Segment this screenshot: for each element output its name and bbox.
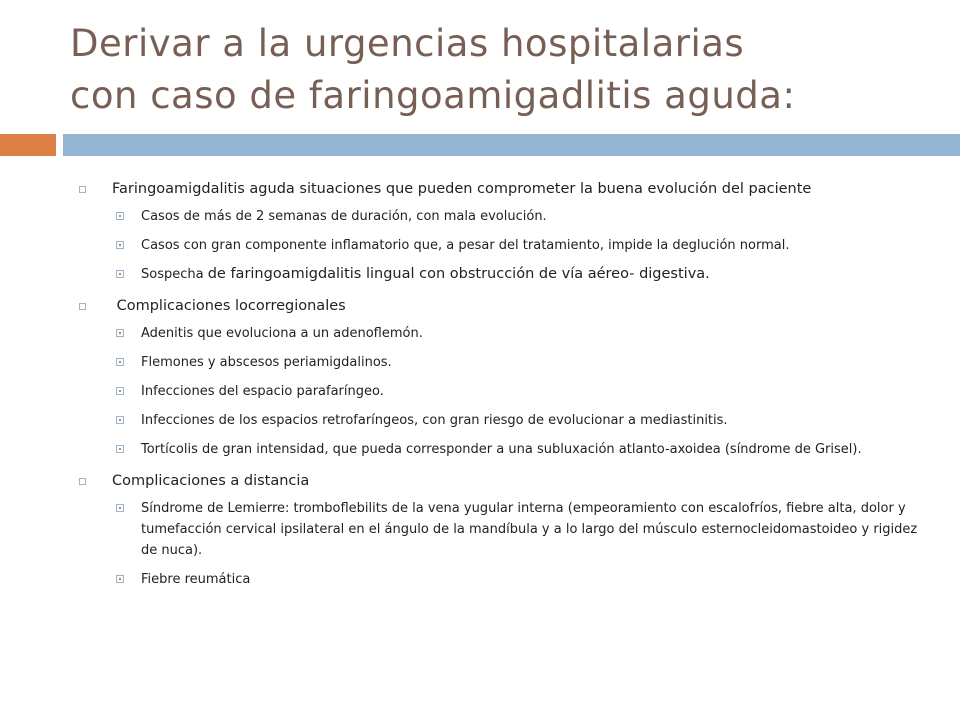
square-bullet-icon xyxy=(116,575,124,583)
sub-bullet-text: Flemones y abscesos periamigdalinos. xyxy=(141,355,392,370)
sub-bullet xyxy=(78,439,928,460)
sub-bullet-text: Casos de más de 2 semanas de duración, con mala evolución. xyxy=(141,209,547,224)
sub-bullet xyxy=(78,498,928,561)
sub-bullet-text: Infecciones de los espacios retrofaríngeos, con gran riesgo de evolucionar a mediastinitis. xyxy=(141,413,728,428)
title-line-1: Derivar a la urgencias hospitalarias xyxy=(70,22,745,65)
sub-bullet-text: Fiebre reumática xyxy=(141,572,251,587)
sub-bullet-text-a: Sospecha xyxy=(141,267,208,282)
square-bullet-icon xyxy=(79,303,86,310)
bullet-faringoamigdalitis xyxy=(78,178,928,201)
sub-bullet-text: Síndrome de Lemierre: tromboflebilits de la vena yugular interna (empeoramiento con escalofríos, fiebre alta, dolor y tumefacción cervical ipsilateral en el ángulo de la mandíbula y a lo largo del músculo esternocleidomastoideo y rigidez de nuca). xyxy=(141,501,918,558)
sub-bullet-text: Tortícolis de gran intensidad, que pueda corresponder a una subluxación atlanto-axoidea (síndrome de Grisel). xyxy=(141,442,862,457)
title-rule-blue xyxy=(63,134,960,156)
sub-bullet xyxy=(78,235,928,256)
square-bullet-icon xyxy=(116,329,124,337)
title-line-2: con caso de faringoamigadlitis aguda: xyxy=(70,74,796,117)
sub-bullet-text-b: de faringoamigdalitis lingual con obstrucción de vía aéreo- digestiva. xyxy=(207,266,710,282)
sub-bullet xyxy=(78,323,928,344)
bullet-text: Complicaciones locorregionales xyxy=(112,298,346,314)
sub-bullet xyxy=(78,381,928,402)
title-rule-orange xyxy=(0,134,56,156)
square-bullet-icon xyxy=(116,270,124,278)
square-bullet-icon xyxy=(116,241,124,249)
bullet-text: Faringoamigdalitis aguda situaciones que pueden comprometer la buena evolución del paciente xyxy=(112,181,812,197)
square-bullet-icon xyxy=(116,358,124,366)
square-bullet-icon xyxy=(79,478,86,485)
sub-bullet-text: Infecciones del espacio parafaríngeo. xyxy=(141,384,384,399)
sub-bullet xyxy=(78,569,928,590)
slide-title xyxy=(70,18,940,122)
sub-bullet xyxy=(78,206,928,227)
square-bullet-icon xyxy=(116,387,124,395)
bullet-text: Complicaciones a distancia xyxy=(112,473,310,489)
square-bullet-icon xyxy=(116,504,124,512)
square-bullet-icon xyxy=(79,186,86,193)
square-bullet-icon xyxy=(116,416,124,424)
sub-bullet xyxy=(78,410,928,431)
square-bullet-icon xyxy=(116,212,124,220)
bullet-complicaciones-a-distancia xyxy=(78,470,928,493)
bullet-complicaciones-locorregionales xyxy=(78,295,928,318)
sub-bullet xyxy=(78,264,928,285)
sub-bullet-text: Adenitis que evoluciona a un adenoflemón. xyxy=(141,326,423,341)
slide-body xyxy=(78,178,928,598)
sub-bullet-text: Casos con gran componente inflamatorio que, a pesar del tratamiento, impide la deglución normal. xyxy=(141,238,790,253)
sub-bullet xyxy=(78,352,928,373)
square-bullet-icon xyxy=(116,445,124,453)
